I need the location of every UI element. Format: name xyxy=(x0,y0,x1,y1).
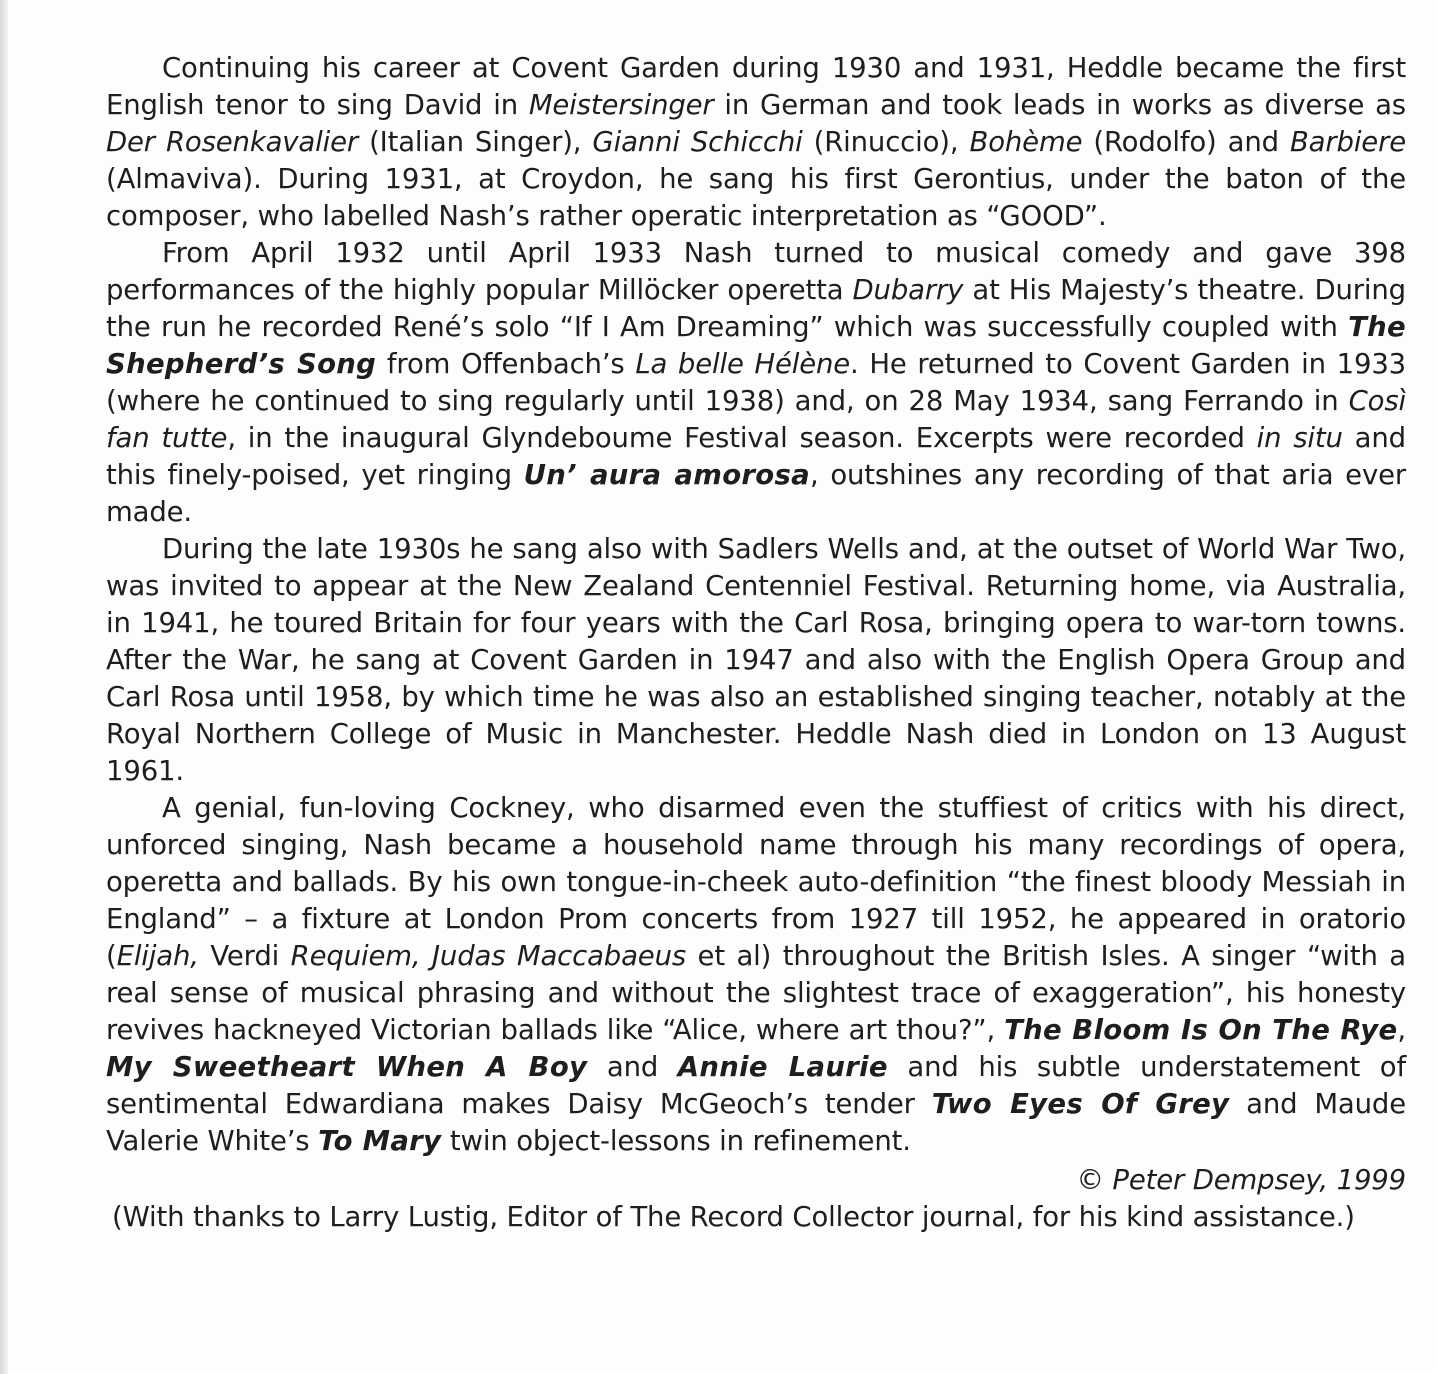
text-run: and his subtle understatement of sentimental Edwardiana makes Daisy McGeoch’s tender xyxy=(106,1051,1406,1120)
text-run: in German and took leads in works as diverse as xyxy=(713,89,1406,121)
recording-title: To Mary xyxy=(318,1125,442,1157)
text-run: (Rodolfo) and xyxy=(1082,126,1290,158)
text-run: A genial, fun-loving Cockney, who disarmed even the stuffiest of critics with his direct, unforced singing, Nash became a household name through his many recordings of opera, operetta and ballads. By his own tongue-in-cheek auto-definition “the finest bloody Messiah in England” – a fixture at London Prom concerts from 1927 till 1952, he appeared in oratorio ( xyxy=(106,792,1406,972)
work-title: Der Rosenkavalier xyxy=(106,126,359,158)
text-run: , xyxy=(1397,1014,1406,1046)
paragraph-2 xyxy=(106,235,1406,531)
text-run: Continuing his career at Covent Garden during 1930 and 1931, Heddle became the first English tenor to sing David in xyxy=(106,52,1406,121)
text-run: From April 1932 until April 1933 Nash turned to musical comedy and gave 398 performances of the highly popular Millöcker operetta xyxy=(106,237,1406,306)
text-run: twin object-lessons in refinement. xyxy=(441,1125,911,1157)
text-run: et al) throughout the British Isles. A singer “with a real sense of musical phrasing and without the slightest trace of exaggeration”, his honesty revives hackneyed Victorian ballads like “Alice, where art thou?”, xyxy=(106,940,1407,1046)
text-run: from Offenbach’s xyxy=(376,348,636,380)
text-run: (Italian Singer), xyxy=(358,126,593,158)
work-title: Requiem, Judas Maccabaeus xyxy=(290,940,687,972)
paragraph-1 xyxy=(106,50,1406,235)
text-run: , in the inaugural Glyndeboume Festival season. Excerpts were recorded xyxy=(227,422,1257,454)
work-title: Meistersinger xyxy=(528,89,714,121)
recording-title: Un’ aura amorosa xyxy=(523,459,811,491)
text-run: , outshines any recording of that aria ever made. xyxy=(106,459,1406,528)
recording-title: The Shepherd’s Song xyxy=(106,311,1406,380)
text-run: and this finely-poised, yet ringing xyxy=(106,422,1406,491)
paragraph-4 xyxy=(106,790,1406,1160)
text-run: Verdi xyxy=(198,940,291,972)
work-title: Dubarry xyxy=(852,274,964,306)
text-run: (Almaviva). During 1931, at Croydon, he sang his first Gerontius, under the baton of the composer, who labelled Nash’s rather operatic interpretation as “GOOD”. xyxy=(106,163,1406,232)
recording-title: Annie Laurie xyxy=(677,1051,888,1083)
work-title: La belle Hélène xyxy=(635,348,851,380)
recording-title: My Sweetheart When A Boy xyxy=(106,1051,588,1083)
work-title: in situ xyxy=(1256,422,1343,454)
article-body xyxy=(106,50,1406,1236)
text-run: (Rinuccio), xyxy=(802,126,970,158)
text-run: at His Majesty’s theatre. During the run he recorded René’s solo “If I Am Dreaming” which was successfully coupled with xyxy=(106,274,1406,343)
text-run: and xyxy=(587,1051,678,1083)
work-title: Barbiere xyxy=(1289,126,1407,158)
recording-title: Two Eyes Of Grey xyxy=(931,1088,1230,1120)
work-title: Così fan tutte xyxy=(106,385,1406,454)
paragraph-3 xyxy=(106,531,1406,790)
work-title: Gianni Schicchi xyxy=(592,126,803,158)
work-title: Elijah, xyxy=(116,940,199,972)
recording-title: The Bloom Is On The Rye xyxy=(1004,1014,1398,1046)
work-title: Bohème xyxy=(969,126,1083,158)
text-run: and Maude Valerie White’s xyxy=(106,1088,1406,1157)
text-run: During the late 1930s he sang also with Sadlers Wells and, at the outset of World War Two, was invited to appear at the New Zealand Centenniel Festival. Returning home, via Australia, in 1941, he toured Britain for four years with the Carl Rosa, bringing opera to war-torn towns. After the War, he sang at Covent Garden in 1947 and also with the English Opera Group and Carl Rosa until 1958, by which time he was also an established singing teacher, notably at the Royal Northern College of Music in Manchester. Heddle Nash died in London on 13 August 1961. xyxy=(106,533,1406,787)
text-run: . He returned to Covent Garden in 1933 (where he continued to sing regularly until 1938) and, on 28 May 1934, sang Ferrando in xyxy=(106,348,1407,417)
acknowledgement-note: (With thanks to Larry Lustig, Editor of The Record Collector journal, for his kind assistance.) xyxy=(112,1201,1355,1233)
page-edge-shadow xyxy=(0,0,8,1374)
author-signature: © Peter Dempsey, 1999 xyxy=(1076,1164,1406,1196)
